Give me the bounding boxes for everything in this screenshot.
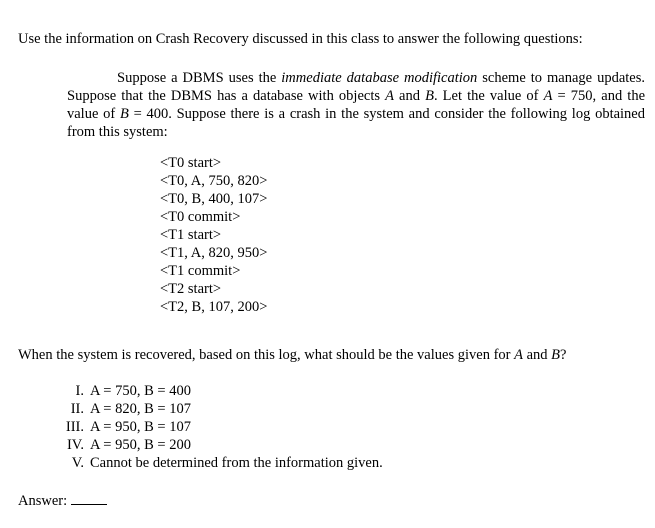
- log-entry: <T1, A, 820, 950>: [160, 245, 268, 261]
- option-item: [70, 400, 383, 418]
- option-text: A = 750, B = 400: [90, 383, 191, 399]
- answer-blank[interactable]: [71, 492, 107, 505]
- log-entry: <T0, B, 400, 107>: [160, 191, 268, 207]
- option-text: A = 950, B = 107: [90, 419, 191, 435]
- log-entry: <T0, A, 750, 820>: [160, 173, 268, 189]
- option-number: II.: [70, 401, 84, 417]
- question-text: When the system is recovered, based on this log, what should be the values given for A and B?: [18, 347, 567, 363]
- option-text: Cannot be determined from the information given.: [90, 455, 383, 471]
- answer-label: Answer:: [18, 493, 68, 509]
- option-text: A = 820, B = 107: [90, 401, 191, 417]
- option-item: [66, 436, 383, 454]
- option-item: [71, 454, 383, 472]
- intro-text: Use the information on Crash Recovery discussed in this class to answer the following questions:: [18, 31, 583, 47]
- transaction-log: [160, 154, 267, 316]
- answer-line: [18, 492, 107, 510]
- log-entry: <T0 commit>: [160, 209, 241, 225]
- log-entry: <T2 start>: [160, 281, 222, 297]
- option-number: V.: [71, 455, 84, 471]
- option-item: [75, 382, 383, 400]
- log-entry: <T1 commit>: [160, 263, 241, 279]
- log-entry: <T1 start>: [160, 227, 222, 243]
- answer-options: [65, 382, 383, 472]
- option-number: I.: [75, 383, 84, 399]
- log-entry: <T0 start>: [160, 155, 222, 171]
- option-number: IV.: [66, 437, 84, 453]
- emphasis-scheme: immediate database modification: [281, 70, 478, 86]
- problem-paragraph: Suppose a DBMS uses the immediate database modification scheme to manage updates. Suppose that the DBMS has a database with objects A and B. Let the value of A = 750, and the value of B = 400. Suppose there is a crash in the system and consider the following log obtained from this system:: [67, 70, 646, 140]
- option-text: A = 950, B = 200: [90, 437, 191, 453]
- log-entry: <T2, B, 107, 200>: [160, 299, 268, 315]
- option-item: [65, 418, 383, 436]
- option-number: III.: [65, 419, 84, 435]
